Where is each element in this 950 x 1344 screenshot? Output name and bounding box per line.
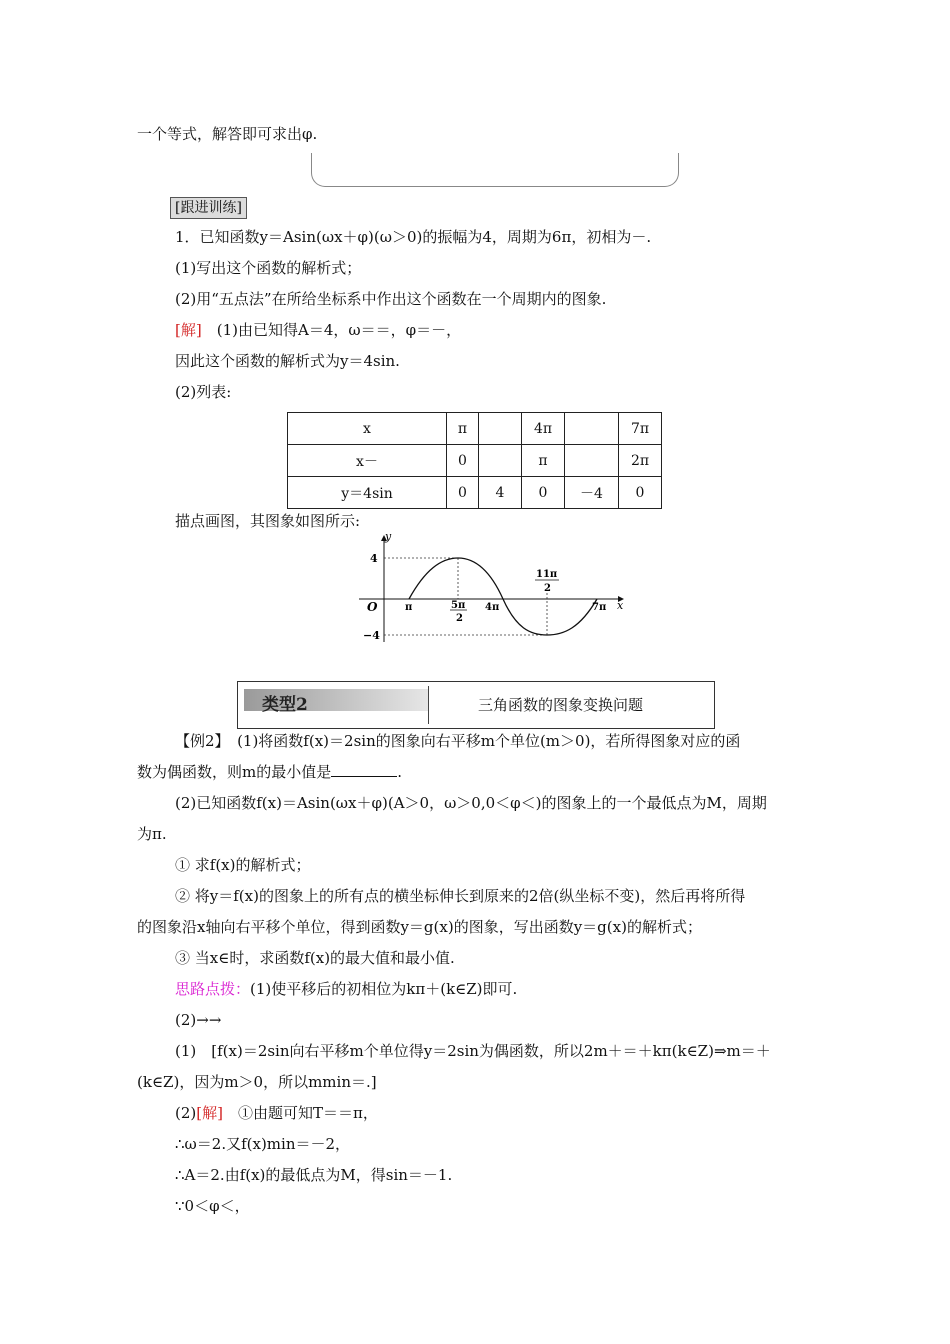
hint-label: 思路点拨： — [175, 980, 251, 998]
hint-line — [175, 980, 517, 998]
condition-1: ① 求f(x)的解析式； — [175, 856, 311, 874]
example-text-2-end: . — [397, 763, 403, 781]
example-line-1 — [175, 732, 740, 750]
section-header — [237, 681, 715, 729]
y-tick-label: −4 — [363, 629, 380, 642]
solution-line-1 — [175, 321, 461, 339]
answer-text-3: ①由题可知T＝＝π， — [237, 1104, 378, 1122]
table-row — [288, 413, 662, 445]
example-line-4: 为π. — [137, 825, 167, 843]
table-cell: x — [288, 413, 447, 445]
table-cell: 0 — [447, 477, 479, 509]
example-label: 【例2】 — [175, 732, 223, 750]
frac-num: 5π — [451, 600, 466, 611]
table-cell: x－ — [288, 445, 447, 477]
table-cell — [479, 413, 522, 445]
question-1a: (1)写出这个函数的解析式； — [175, 259, 362, 277]
continuation-text: 一个等式，解答即可求出φ. — [137, 125, 318, 143]
answer-line-2: (k∈Z)，因为m＞0，所以mmin＝.] — [137, 1073, 377, 1091]
table-cell: π — [522, 445, 565, 477]
solution-label: [解] — [175, 321, 202, 339]
answer-line-3 — [175, 1104, 378, 1122]
answer-blank — [331, 763, 397, 777]
table-cell: y＝4sin — [288, 477, 447, 509]
table-cell — [565, 413, 619, 445]
table-cell: 2π — [619, 445, 662, 477]
guide-lines — [384, 558, 597, 635]
example-text-1: (1)将函数f(x)＝2sin的图象向右平移m个单位(m＞0)，若所得图象对应的函 — [237, 732, 741, 750]
table-cell: 4π — [522, 413, 565, 445]
solution-line-2: 因此这个函数的解析式为y＝4sin. — [175, 352, 400, 370]
table-row — [288, 477, 662, 509]
header-divider — [428, 686, 429, 724]
answer-line-5: ∴A＝2.由f(x)的最低点为M，得sin＝－1. — [175, 1166, 453, 1184]
practice-tag: [跟进训练] — [170, 197, 247, 219]
draw-caption: 描点画图，其图象如图所示: — [175, 512, 361, 530]
origin-label: O — [367, 600, 378, 614]
table-cell: 0 — [619, 477, 662, 509]
table-cell: 4 — [479, 477, 522, 509]
frac-den: 2 — [544, 583, 551, 594]
question-1b: (2)用“五点法”在所给坐标系中作出这个函数在一个周期内的图象. — [175, 290, 607, 308]
example-line-2 — [137, 763, 402, 781]
table-cell: π — [447, 413, 479, 445]
x-tick-label: 7π — [592, 602, 607, 613]
frac-den: 2 — [456, 613, 463, 624]
answer-line-4: ∴ω＝2.又f(x)min＝－2， — [175, 1135, 351, 1153]
hint-line-2: (2)→→ — [175, 1011, 222, 1029]
example-line-3: (2)已知函数f(x)＝Asin(ωx＋φ)(A＞0，ω＞0,0＜φ＜)的图象上的一个最低点为M，周期 — [175, 794, 767, 812]
table-cell: －4 — [565, 477, 619, 509]
section-badge-text: 类型2 — [262, 695, 308, 715]
solution-line-3: (2)列表: — [175, 383, 232, 401]
answer-line-1: (1) [f(x)＝2sin向右平移m个单位得y＝2sin为偶函数，所以2m＋＝＋kπ(k∈Z)⇒m＝＋ — [175, 1042, 771, 1060]
x-tick-label: 4π — [485, 602, 500, 613]
sine-graph — [355, 530, 645, 650]
frac-num: 11π — [536, 569, 558, 580]
x-axis-label: x — [617, 599, 624, 612]
answer-solution-label: [解] — [196, 1104, 223, 1122]
y-axis-label: y — [385, 530, 392, 543]
bracket-box — [311, 153, 679, 187]
table-cell: 0 — [522, 477, 565, 509]
solution-text-1: (1)由已知得A＝4，ω＝＝，φ＝－， — [216, 321, 462, 339]
x-tick-label: π — [405, 602, 413, 613]
table-cell — [565, 445, 619, 477]
section-title: 三角函数的图象变换问题 — [478, 696, 644, 714]
section-badge — [244, 689, 428, 715]
condition-2b: 的图象沿x轴向右平移个单位，得到函数y＝g(x)的图象，写出函数y＝g(x)的解析式； — [137, 918, 702, 936]
condition-2: ② 将y＝f(x)的图象上的所有点的横坐标伸长到原来的2倍(纵坐标不变)，然后再将所得 — [175, 887, 746, 905]
answer-prefix: (2) — [175, 1104, 197, 1122]
table-cell — [479, 445, 522, 477]
answer-line-6: ∵0＜φ＜， — [175, 1197, 250, 1215]
hint-text: (1)使平移后的初相位为kπ＋(k∈Z)即可. — [250, 980, 518, 998]
table-row — [288, 445, 662, 477]
y-tick-label: 4 — [370, 552, 378, 565]
condition-3: ③ 当x∈时，求函数f(x)的最大值和最小值. — [175, 949, 455, 967]
example-text-2: 数为偶函数，则m的最小值是 — [137, 763, 332, 781]
question-1: 1．已知函数y＝Asin(ωx＋φ)(ω＞0)的振幅为4，周期为6π，初相为－. — [175, 228, 652, 246]
table-cell: 0 — [447, 445, 479, 477]
value-table — [287, 412, 662, 509]
table-cell: 7π — [619, 413, 662, 445]
sine-curve — [409, 558, 597, 635]
